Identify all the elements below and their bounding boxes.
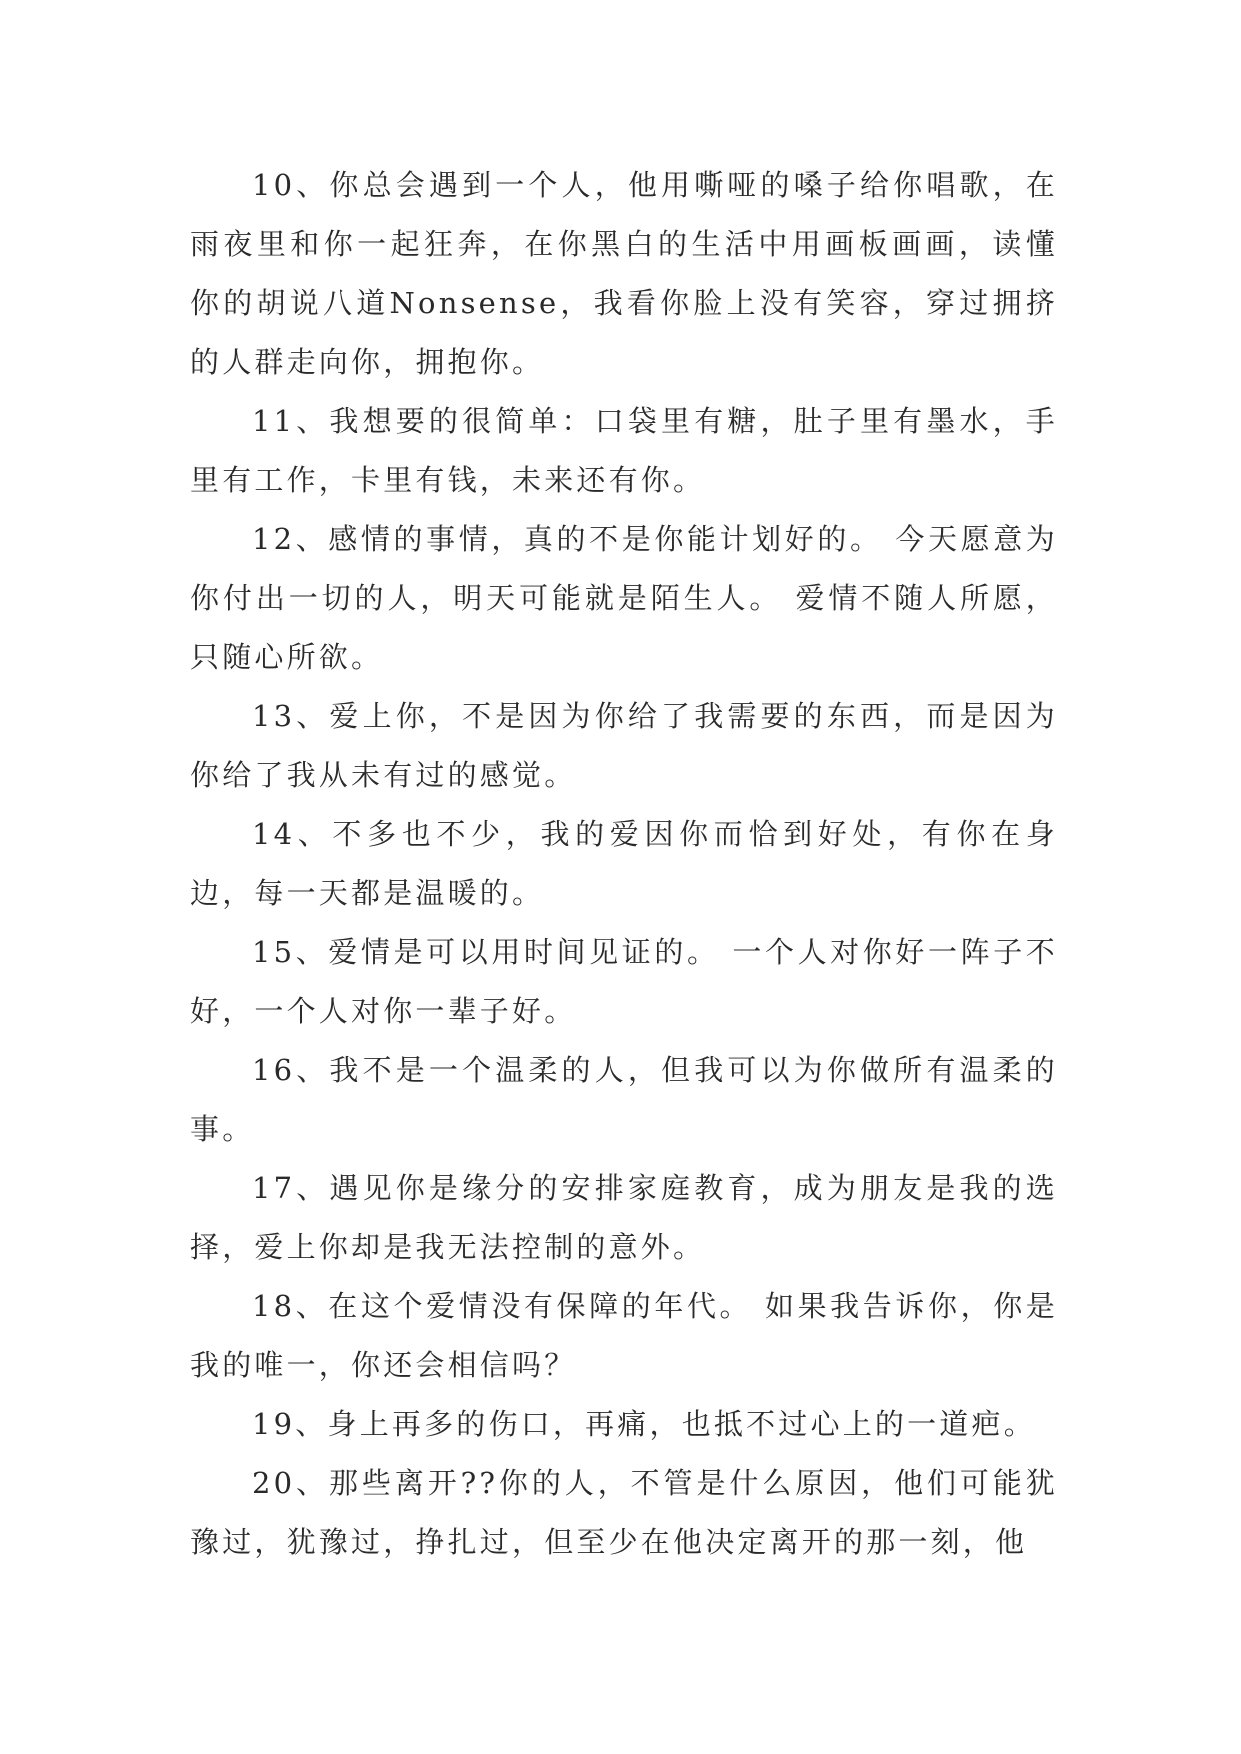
paragraph-11: 11、我想要的很简单：口袋里有糖，肚子里有墨水，手里有工作，卡里有钱，未来还有你。 (190, 404, 1058, 497)
paragraph-14: 14、不多也不少，我的爱因你而恰到好处，有你在身边，每一天都是温暖的。 (190, 817, 1058, 910)
paragraph-10: 10、你总会遇到一个人，他用嘶哑的嗓子给你唱歌，在雨夜里和你一起狂奔，在你黑白的生活中用画板画画，读懂你的胡说八道Nonsense，我看你脸上没有笑容，穿过拥挤的人群走向你，拥抱你。 (190, 168, 1058, 379)
document-body (190, 156, 1058, 1572)
paragraph-12: 12、感情的事情，真的不是你能计划好的。 今天愿意为你付出一切的人，明天可能就是陌生人。 爱情不随人所愿，只随心所欲。 (190, 522, 1058, 674)
paragraph-19: 19、身上再多的伤口，再痛，也抵不过心上的一道疤。 (252, 1407, 1036, 1441)
paragraph-17: 17、遇见你是缘分的安排家庭教育，成为朋友是我的选择，爱上你却是我无法控制的意外。 (190, 1171, 1058, 1264)
paragraph-16: 16、我不是一个温柔的人，但我可以为你做所有温柔的事。 (190, 1053, 1058, 1146)
paragraph-15: 15、爱情是可以用时间见证的。 一个人对你好一阵子不好，一个人对你一辈子好。 (190, 935, 1058, 1028)
paragraph-13: 13、爱上你，不是因为你给了我需要的东西，而是因为你给了我从未有过的感觉。 (190, 699, 1058, 792)
paragraph-18: 18、在这个爱情没有保障的年代。 如果我告诉你，你是我的唯一，你还会相信吗？ (190, 1289, 1058, 1382)
paragraph-20: 20、那些离开??你的人，不管是什么原因，他们可能犹豫过，犹豫过，挣扎过，但至少在他决定离开的那一刻，他 (190, 1466, 1058, 1559)
